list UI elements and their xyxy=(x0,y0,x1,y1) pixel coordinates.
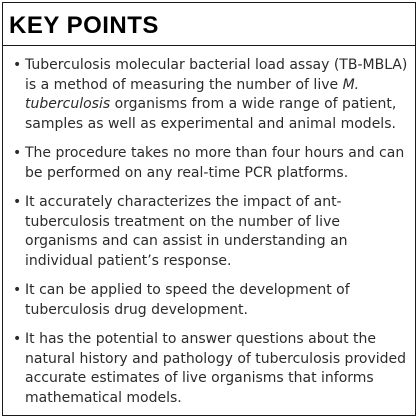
point-text-italic: M. tuberculosis xyxy=(25,76,360,112)
point-text: It can be applied to speed the development of tuberculosis drug development. xyxy=(25,282,350,318)
key-points-title: KEY POINTS xyxy=(9,12,159,39)
list-item xyxy=(13,281,409,320)
point-text: It has the potential to answer questions about the natural history and pathology of tuberculosis provided accurate estimates of live organisms that informs mathematical models. xyxy=(25,331,407,406)
list-item xyxy=(13,144,409,183)
list-item xyxy=(13,56,409,134)
bullet-icon: • xyxy=(13,194,22,210)
point-text: Tuberculosis molecular bacterial load assay (TB-MBLA) is a method of measuring the number of live xyxy=(25,57,408,93)
key-points-box xyxy=(2,2,416,416)
key-points-list xyxy=(3,46,415,408)
point-text: organisms from a wide range of patient, samples as well as experimental and animal models. xyxy=(25,96,397,132)
bullet-icon: • xyxy=(13,331,22,347)
bullet-icon: • xyxy=(13,145,22,161)
list-item xyxy=(13,193,409,271)
list-item xyxy=(13,330,409,408)
point-text: The procedure takes no more than four hours and can be performed on any real-time PCR platforms. xyxy=(25,145,405,181)
point-text: It accurately characterizes the impact of ant-tuberculosis treatment on the number of live organisms and can assist in understanding an individual patient’s response. xyxy=(25,194,348,269)
bullet-icon: • xyxy=(13,282,22,298)
bullet-icon: • xyxy=(13,57,22,73)
